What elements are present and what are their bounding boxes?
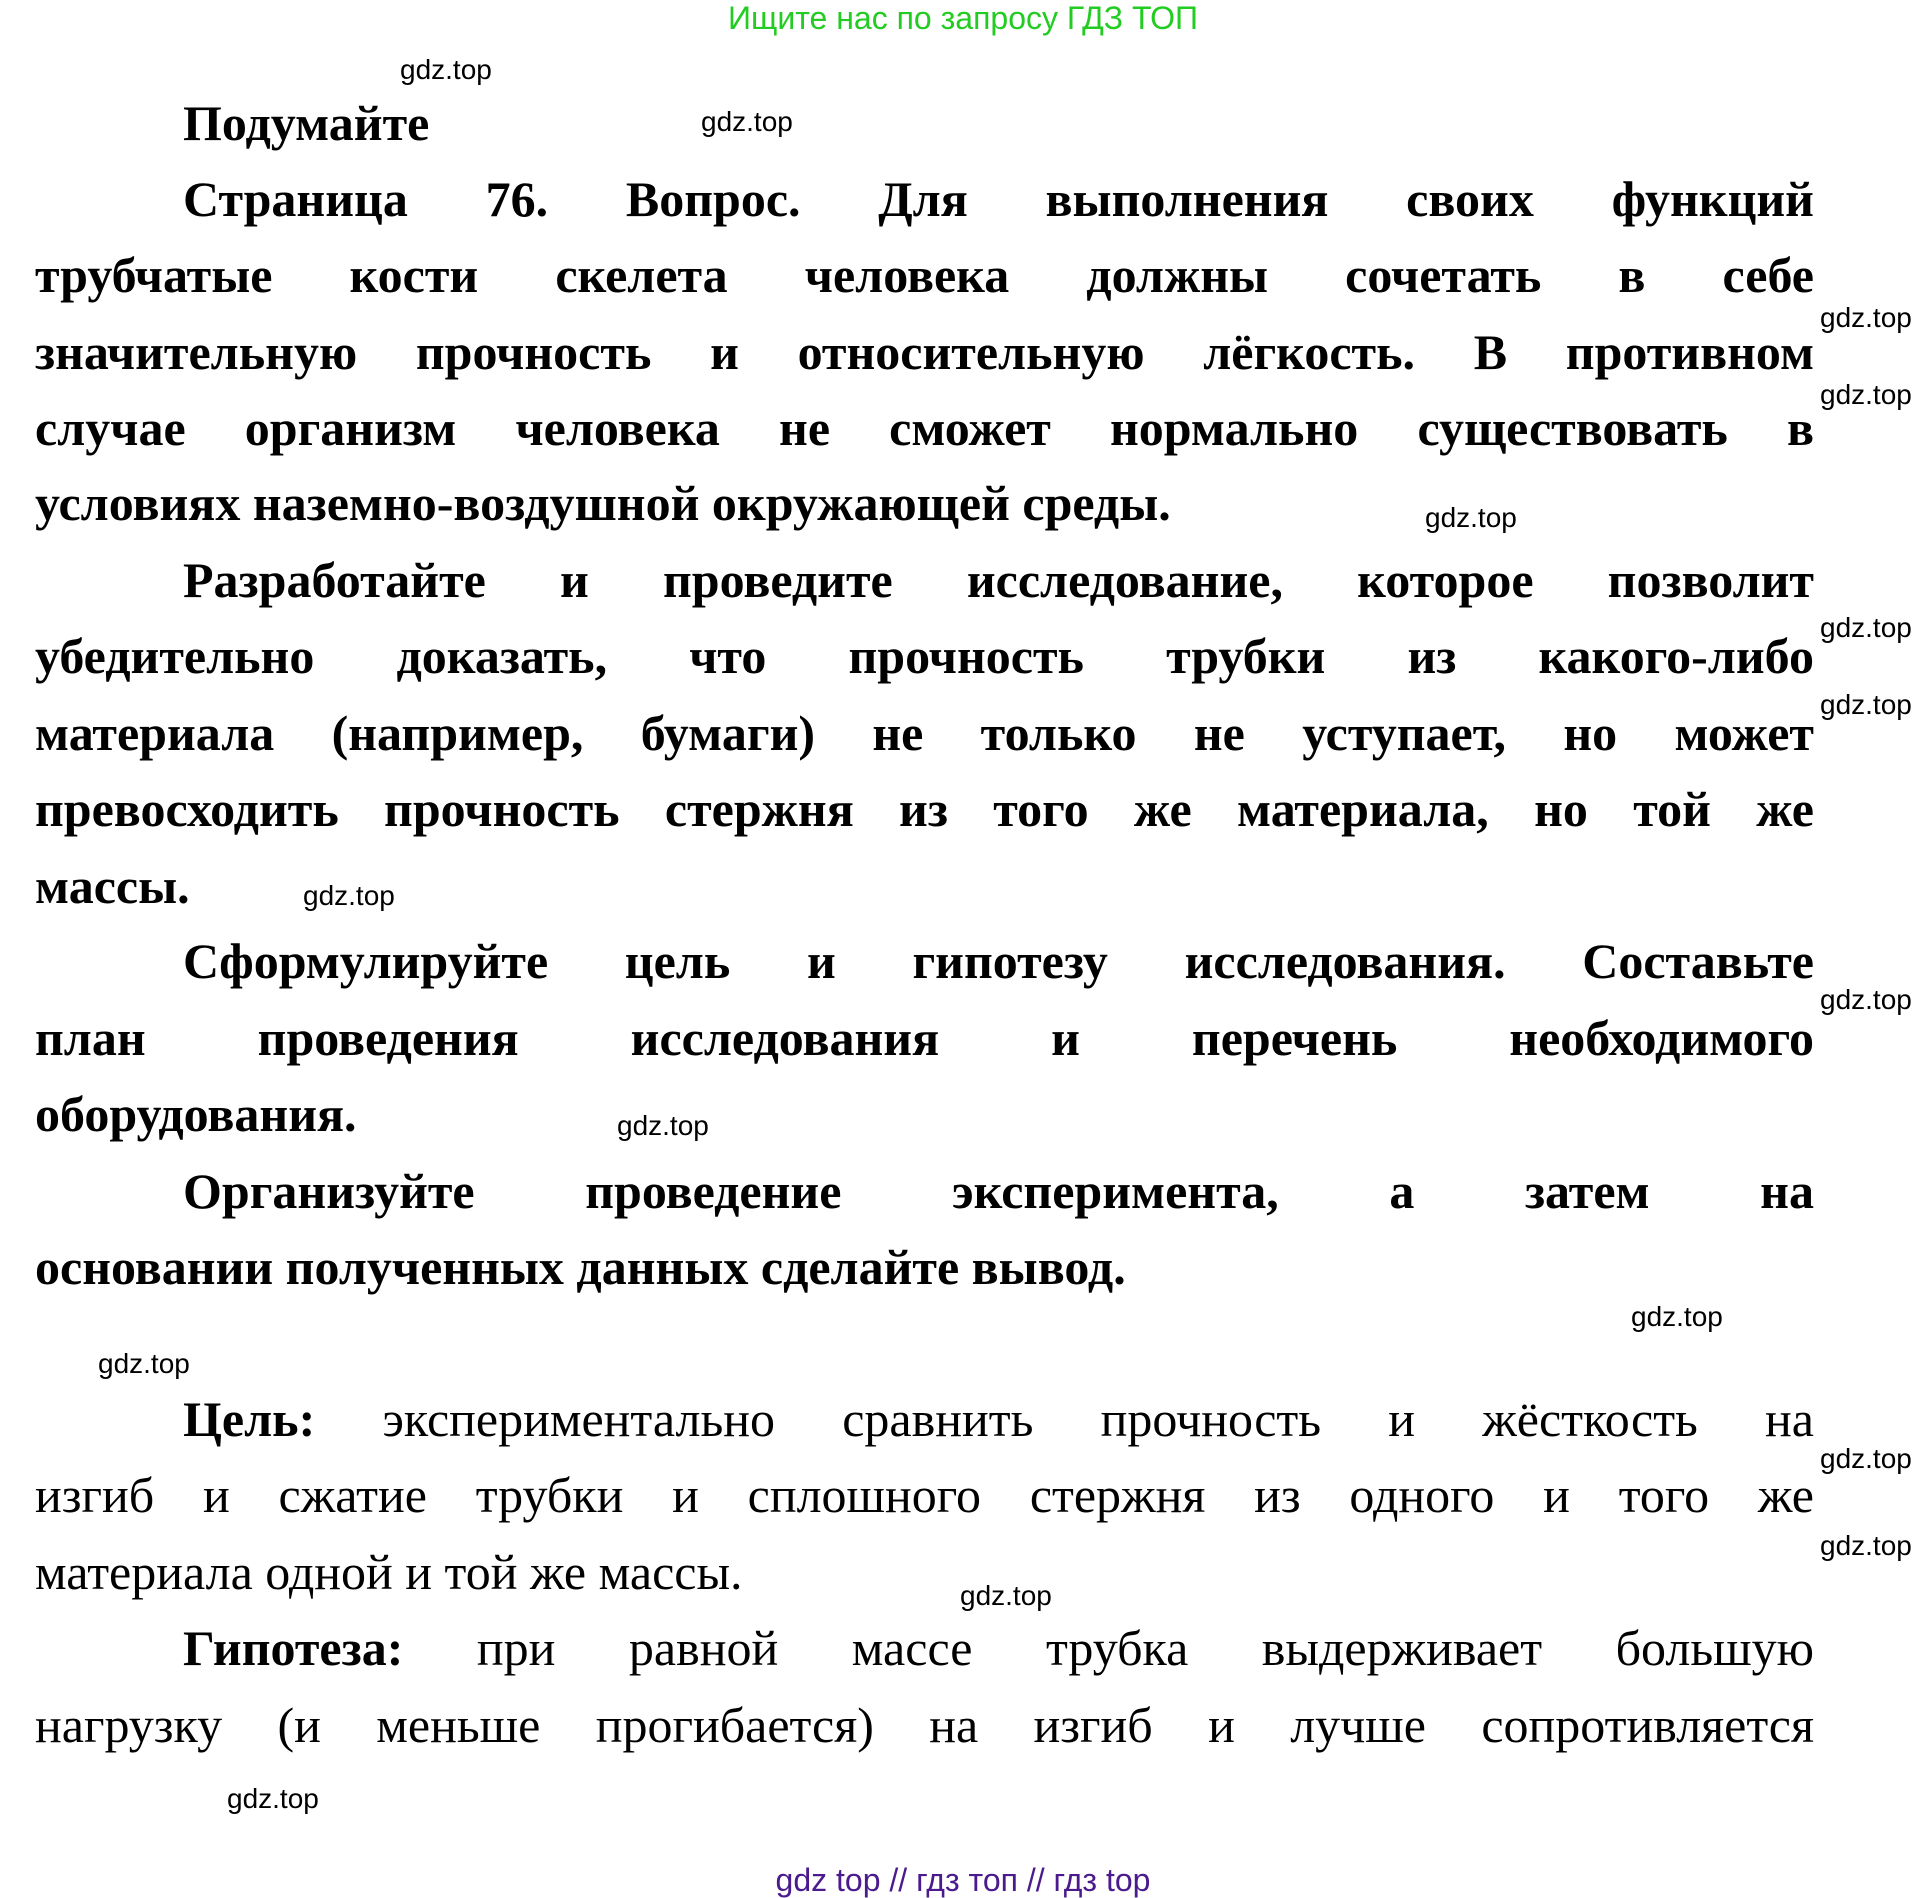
watermark: gdz.top bbox=[227, 1783, 319, 1814]
watermark: gdz.top bbox=[1820, 302, 1912, 333]
text-line: Организуйте проведение эксперимента, а затем на bbox=[183, 1163, 1814, 1219]
text-line: основании полученных данных сделайте вывод. bbox=[35, 1239, 1126, 1295]
watermark: gdz.top bbox=[98, 1348, 190, 1379]
text-line: условиях наземно-воздушной окружающей среды. bbox=[35, 475, 1171, 531]
watermark: gdz.top bbox=[1820, 379, 1912, 410]
text-line: трубчатые кости скелета человека должны сочетать в себе bbox=[35, 247, 1814, 303]
text-line: случае организм человека не сможет нормально существовать в bbox=[35, 400, 1814, 456]
heading: Подумайте bbox=[183, 95, 430, 151]
goal-label: Цель: bbox=[183, 1391, 316, 1447]
text-line: Сформулируйте цель и гипотезу исследования. Составьте bbox=[183, 933, 1814, 989]
watermark: gdz.top bbox=[1820, 1530, 1912, 1561]
watermark: gdz.top bbox=[1631, 1301, 1723, 1332]
header-banner: Ищите нас по запросу ГДЗ ТОП bbox=[728, 0, 1198, 36]
watermark: gdz.top bbox=[1820, 612, 1912, 643]
text-line: Разработайте и проведите исследование, которое позволит bbox=[183, 552, 1814, 608]
goal-line bbox=[183, 1388, 1814, 1450]
footer-banner: gdz top // гдз топ // гдз top bbox=[775, 1862, 1151, 1898]
hypothesis-text: при равной массе трубка выдерживает большую bbox=[476, 1620, 1814, 1676]
watermark: gdz.top bbox=[400, 54, 492, 85]
watermark: gdz.top bbox=[303, 880, 395, 911]
watermark: gdz.top bbox=[1820, 1443, 1912, 1474]
hypothesis-line: нагрузку (и меньше прогибается) на изгиб и лучше сопротивляется bbox=[35, 1697, 1814, 1753]
goal-line: изгиб и сжатие трубки и сплошного стержня из одного и того же bbox=[35, 1467, 1814, 1523]
text-line: массы. bbox=[35, 858, 190, 914]
text-line: превосходить прочность стержня из того же материала, но той же bbox=[35, 781, 1814, 837]
text-line: Страница 76. Вопрос. Для выполнения своих функций bbox=[183, 171, 1814, 227]
hypothesis-label: Гипотеза: bbox=[183, 1620, 404, 1676]
goal-line: материала одной и той же массы. bbox=[35, 1544, 743, 1600]
watermark: gdz.top bbox=[960, 1580, 1052, 1611]
watermark: gdz.top bbox=[1425, 502, 1517, 533]
watermark: gdz.top bbox=[1820, 689, 1912, 720]
text-line: план проведения исследования и перечень необходимого bbox=[35, 1010, 1814, 1066]
watermark: gdz.top bbox=[701, 106, 793, 137]
watermark: gdz.top bbox=[1820, 984, 1912, 1015]
goal-text: экспериментально сравнить прочность и жёсткость на bbox=[382, 1391, 1814, 1447]
watermark: gdz.top bbox=[617, 1110, 709, 1141]
text-line: убедительно доказать, что прочность трубки из какого-либо bbox=[35, 628, 1814, 684]
text-line: значительную прочность и относительную лёгкость. В противном bbox=[35, 324, 1814, 380]
hypothesis-line bbox=[183, 1617, 1814, 1679]
text-line: оборудования. bbox=[35, 1086, 357, 1142]
text-line: материала (например, бумаги) не только не уступает, но может bbox=[35, 705, 1814, 761]
